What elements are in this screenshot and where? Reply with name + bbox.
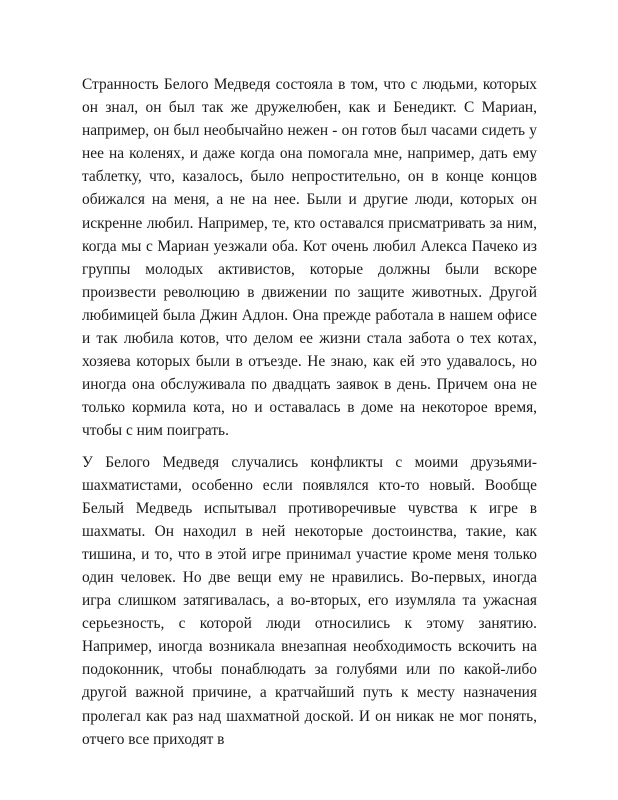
- document-body: [82, 73, 537, 751]
- paragraph-2: У Белого Медведя случались конфликты с моими друзьями-шахматистами, особенно если появлялся кто-то новый. Вообще Белый Медведь испытывал противоречивые чувства к игре в шахматы. Он находил в ней некоторые достоинства, такие, как тишина, и то, что в этой игре принимал участие кроме меня только один человек. Но две вещи ему не нравились. Во-первых, иногда игра слишком затягивалась, а во-вторых, его изумляла та ужасная серьезность, с которой люди относились к этому занятию. Например, иногда возникала внезапная необходимость вскочить на подоконник, чтобы понаблюдать за голубями или по какой-либо другой важной причине, а кратчайший путь к месту назначения пролегал как раз над шахматной доской. И он никак не мог понять, отчего все приходят в: [82, 453, 537, 748]
- paragraph-1: Странность Белого Медведя состояла в том, что с людьми, которых он знал, он был так же дружелюбен, как и Бенедикт. С Мариан, например, он был необычайно нежен - он готов был часами сидеть у нее на коленях, и даже когда она помогала мне, например, дать ему таблетку, что, казалось, было непростительно, он в конце концов обижался на меня, а не на нее. Были и другие люди, которых он искренне любил. Например, те, кто оставался присматривать за ним, когда мы с Мариан уезжали оба. Кот очень любил Алекса Пачеко из группы молодых активистов, которые должны были вскоре произвести революцию в движении по защите животных. Другой любимицей была Джин Адлон. Она прежде работала в нашем офисе и так любила котов, что делом ее жизни стала забота о тех котах, хозяева которых были в отъезде. Не знаю, как ей это удавалось, но иногда она обслуживала по двадцать заявок в день. Причем она не только кормила кота, но и оставалась в доме на некоторое время, чтобы с ним поиграть.: [82, 76, 537, 440]
